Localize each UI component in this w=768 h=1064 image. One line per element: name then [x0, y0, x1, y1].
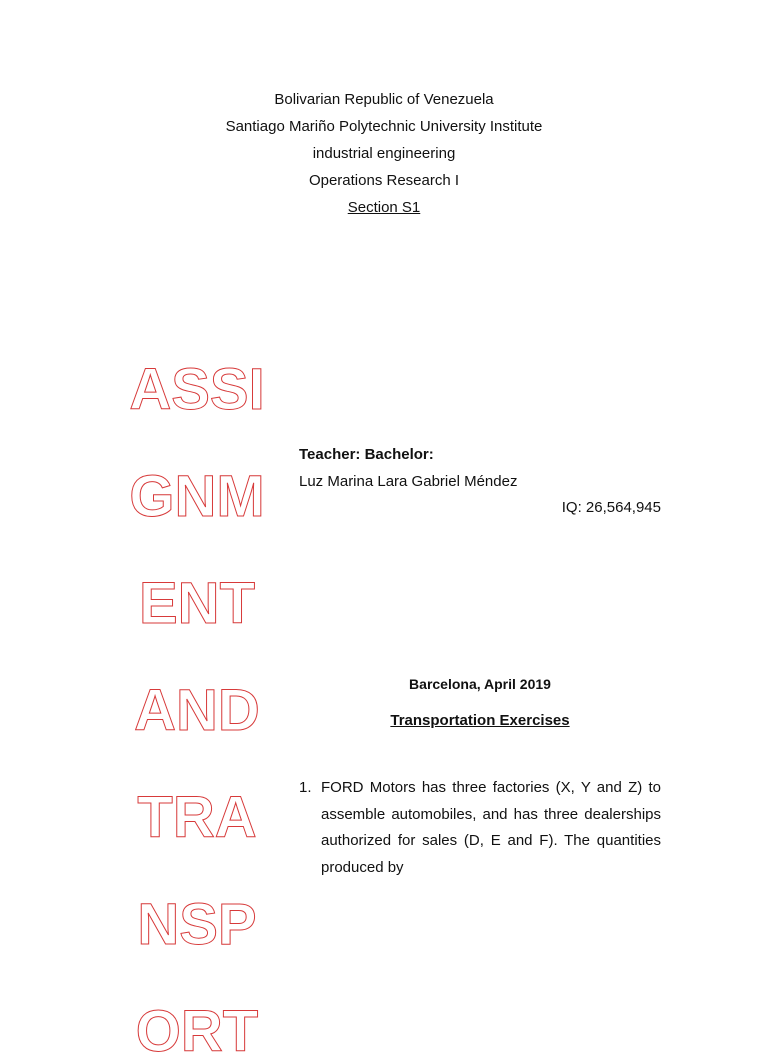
- iq-line: IQ: 26,564,945: [561, 499, 661, 516]
- names-line: Luz Marina Lara Gabriel Méndez: [299, 473, 518, 490]
- teacher-label: Teacher: Bachelor:: [299, 446, 434, 463]
- course-line: Operations Research I: [308, 172, 460, 189]
- exercise-text: FORD Motors has three factories (X, Y and Z) to assemble automobiles, and has three dealerships authorized for sales (D, E and F). The quantities produced by: [321, 779, 661, 876]
- place-date: Barcelona, April 2019: [409, 676, 551, 692]
- institution-line: Santiago Mariño Polytechnic University Institute: [225, 118, 543, 135]
- exercises-title: Transportation Exercises: [390, 712, 570, 729]
- exercise-item: [299, 775, 661, 881]
- outline-word-7: ORT: [135, 999, 259, 1064]
- outline-word-6: NSP: [137, 892, 257, 957]
- department-line: industrial engineering: [312, 145, 456, 162]
- outline-word-3: ENT: [139, 571, 255, 636]
- country-line: Bolivarian Republic of Venezuela: [274, 91, 494, 108]
- outline-word-4: AND: [134, 678, 260, 743]
- section-line: Section S1: [347, 199, 421, 216]
- exercise-number: 1.: [299, 779, 312, 796]
- outline-word-2: GNM: [129, 464, 265, 529]
- outline-word-1: ASSI: [129, 357, 265, 422]
- outline-word-5: TRA: [137, 785, 257, 850]
